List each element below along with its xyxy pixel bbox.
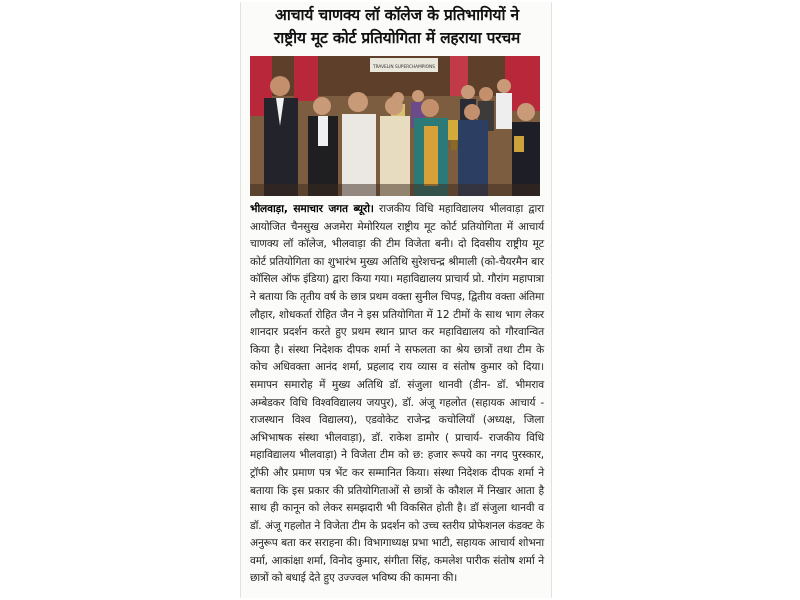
group-photo bbox=[250, 56, 540, 196]
headline-line-1: आचार्य चाणक्य लॉ कॉलेज के प्रतिभागियों ने bbox=[275, 6, 519, 24]
article-body bbox=[250, 201, 544, 588]
headline bbox=[250, 4, 544, 50]
article-text: राजकीय विधि महाविद्यालय भीलवाड़ा द्वारा आयोजित चैनसुख अजमेरा मेमोरियल राष्ट्रीय मूट कोर्ट प्रतियोगिता में आचार्य चाणक्य लॉ कॉलेज, भीलवाड़ा की टीम विजेता बनी। दो दिवसीय राष्ट्रीय मूट कोर्ट प्रतियोगिता का शुभारंभ मुख्य अतिथि सुरेशचन्द्र श्रीमाली (को-चैयरमैन बार कॉसिल ऑफ इंडिया) द्वारा किया गया। महाविद्यालय प्राचार्य प्रो. गौरांग महापात्रा ने बताया कि तृतीय वर्ष के छात्र प्रथम वक्ता सुनील चिपड़, द्वितीय वक्ता अंतिमा लौहार, शोधकर्ता रोहित जैन ने इस प्रतियोगिता में 12 टीमों के साथ भाग लेकर शानदार प्रदर्शन करते हुए प्रथम स्थान प्राप्त कर महाविद्यालय को गौरवान्वित किया है। संस्था निदेशक दीपक शर्मा ने सफलता का श्रेय छात्रों तथा टीम के कोच अधिवक्ता आनंद शर्मा, प्रहलाद राय व्यास व संतोष कुमार को दिया। समापन समारोह में मुख्य अतिथि डॉ. संजुला थानवी (डीन- डॉ. भीमराव अम्बेडकर विधि विश्वविद्यालय जयपुर), डॉ. अंजू गहलोत (सहायक आचार्य - राजस्थान विश्व विद्यालय), एडवोकेट राजेन्द्र कचोलियाँ (अध्यक्ष, जिला अभिभाषक संस्था भीलवाड़ा), डॉ. राकेश डामोर ( प्राचार्य- राजकीय विधि महाविद्यालय भीलवाड़ा) ने विजेता टीम को छ: हजार रूपये का नगद पुरस्कार, ट्रॉफी और प्रमाण पत्र भेंट कर सम्मानित किया। संस्था निदेशक दीपक शर्मा ने बताया कि इस प्रकार की प्रतियोगिताओं से छात्रों के कौशल में निखार आता है साथ ही कानून को लेकर समझदारी भी विकसित होती है। डॉ संजुला थानवी व डॉ. अंजू गहलोत ने विजेता टीम के प्रदर्शन को उच्च स्तरीय प्रोफेशनल कंडक्ट के अनुरूप बता कर सराहना की। विभागाध्यक्ष प्रभा भाटी, सहायक आचार्य शोभना वर्मा, आकांक्षा शर्मा, विनोद कुमार, संगीता सिंह, कमलेश पारीक संतोष शर्मा ने छात्रों को बधाई देते हुए उज्ज्वल भविष्य की कामना की। bbox=[250, 203, 544, 585]
dateline: भीलवाड़ा, समाचार जगत ब्यूरो। bbox=[250, 203, 374, 215]
article-paragraph bbox=[250, 201, 544, 588]
group-photo-illustration bbox=[250, 56, 540, 196]
headline-line-2: राष्ट्रीय मूट कोर्ट प्रतियोगिता में लहराया परचम bbox=[273, 29, 521, 47]
newspaper-clipping bbox=[240, 2, 552, 598]
banner-text: TRAVELIN SUPERCHAMPIONS bbox=[372, 65, 436, 70]
